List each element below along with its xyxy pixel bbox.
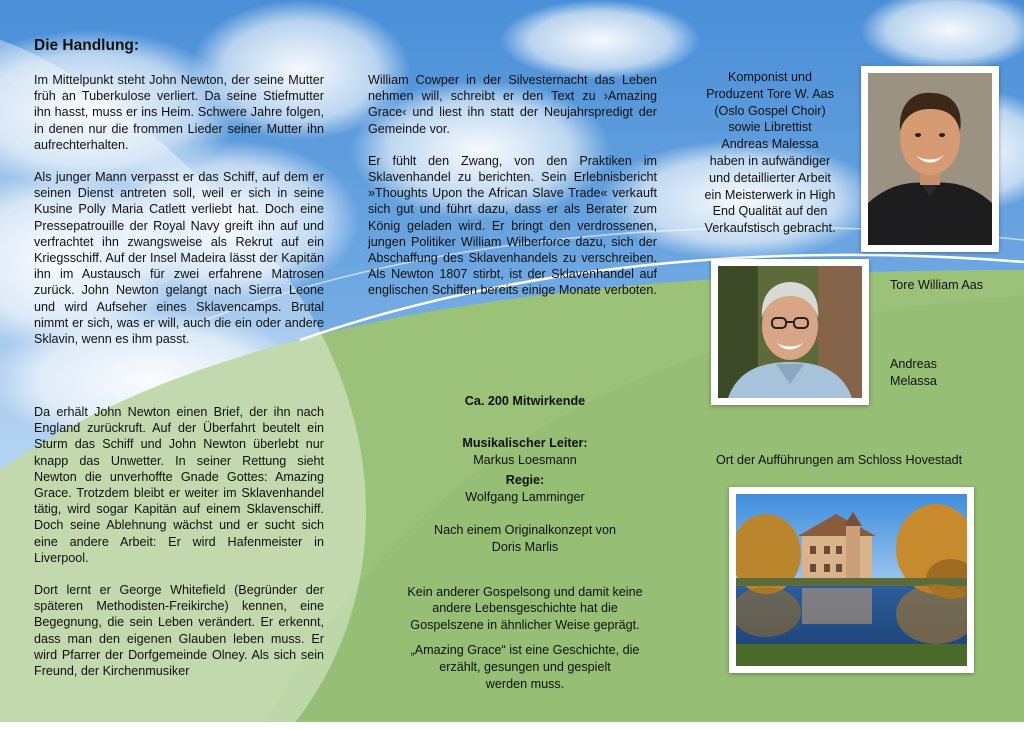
quote-line: Gospelszene in ähnlicher Weise geprägt. [410,618,640,633]
director-name: Wolfgang Lamminger [465,490,585,505]
story-paragraph: Er fühlt den Zwang, von den Praktiken im Sklavenhandel zu berichten. Sein Erlebnisbericht »Thoughts Upon the African Slave Trade« verkauft sich gut und führt dazu, dass er als Berater zum König geladen wird. Er bringt den verdrossenen, jungen Politiker William Wilberforce dazu, sich der Abschaffung des Sklavenhandels zu verschreiben. Als Newton 1807 stirbt, ist der Sklavenhandel auf englischen Schiffen bereits einige Monate verboten. [368,153,657,298]
composer-line: sowie Librettist [728,120,812,135]
portrait-andreas-melassa [711,259,869,405]
story-paragraph: Da erhält John Newton einen Brief, der ihn nach England zurückruft. Auf der Überfahrt beutelt ein Sturm das Schiff und John Newton überlebt nur knapp das Unwetter. In seiner Rettung sieht Newton die unverhoffte Gnade Gottes: Amazing Grace. Trotzdem bleibt er weiter im Sklavenhandel tätig, wird sogar Kapitän auf einem Sklavenschiff. Doch seine Ablehnung wächst und er sucht sich eine andere Arbeit: Er wird Hafenmeister in Liverpool. [34,405,324,565]
story-column-2 [368,72,657,315]
composer-text [690,69,850,237]
credits-block [380,393,670,692]
music-director-name: Markus Loesmann [473,452,577,467]
portrait-image [868,73,992,245]
caption-tore-william-aas: Tore William Aas [890,278,984,292]
composer-line: Verkaufstisch gebracht. [704,221,836,236]
caption-venue: Ort der Aufführungen am Schloss Hovestadt [716,453,963,467]
portrait-image [718,266,862,398]
composer-line: haben in aufwändiger [709,153,831,168]
story-column-1 [34,72,324,363]
composer-line: und detaillierter Arbeit [709,170,831,185]
story-paragraph: Dort lernt er George Whitefield (Begründer der späteren Methodisten-Freikirche) kennen, eine Begegnung, die sein Leben verändert. Er erkennt, dass man den eigenen Glauben leben muss. Er wird Pfarrer der Dorfgemeinde Olney. Als sich sein Freund, der Kirchenmusiker [34,583,324,679]
composer-line: End Qualität auf den [712,204,828,219]
composer-line: (Oslo Gospel Choir) [714,103,826,118]
page-heading: Die Handlung: [34,37,140,54]
portrait-tore-william-aas [861,66,999,252]
composer-line: Andreas Malessa [721,137,819,152]
story-paragraph: William Cowper in der Silvesternacht das Leben nehmen will, schreibt er den Text zu ›Amazing Grace‹ und liest ihn statt der Neujahrspredigt der Gemeinde vor. [368,73,657,136]
composer-line: Komponist und [727,70,812,84]
quote-line: erzählt, gesungen und gespielt [439,659,611,674]
quote-line: werden muss. [485,676,565,691]
concept-author: Doris Marlis [491,539,559,554]
photo-schloss-hovestadt [729,487,974,673]
castle-image [736,494,967,666]
story-paragraph: Als junger Mann verpasst er das Schiff, auf dem er seinen Dienst antreten soll, weil er sich in seine Kusine Polly Maria Catlett verliebt hat. Doch eine Pressepatrouille der Royal Navy greift ihn auf und verfrachtet ihn zwangsweise als Rekrut auf ein Kriegsschiff. Auf der Insel Madeira lässt der Kapitän ihn im Austausch für zwei erfahrene Matrosen zurück. John Newton gelangt nach Sierra Leone und wird Aufseher eines Sklavencamps. Brutal nimmt er sich, was er will, auch die ein oder andere Sklavin, wenn es ihm passt. [34,170,324,347]
story-column-1-lower [34,404,324,679]
composer-line: ein Meisterwerk in High [704,187,836,202]
director-label: Regie: [505,473,545,488]
participants-count: Ca. 200 Mitwirkende [464,394,586,408]
concept-line: Nach einem Originalkonzept von [433,522,616,537]
quote-line: „Amazing Grace“ ist eine Geschichte, die [410,642,640,657]
caption-andreas-melassa: Andreas Melassa [890,357,937,388]
quote-line: Kein anderer Gospelsong und damit keine [407,584,643,599]
music-director-label: Musikalischer Leiter: [462,435,588,450]
quote-line: andere Lebensgeschichte hat die [432,601,618,616]
composer-line: Produzent Tore W. Aas [706,86,834,101]
story-paragraph: Im Mittelpunkt steht John Newton, der seine Mutter früh an Tuberkulose verliert. Da seine Stiefmutter ihn hasst, muss er ins Heim. Schwere Jahre folgen, in denen nur die frommen Lieder seiner Mutter ihn aufrechterhalten. [34,73,324,152]
